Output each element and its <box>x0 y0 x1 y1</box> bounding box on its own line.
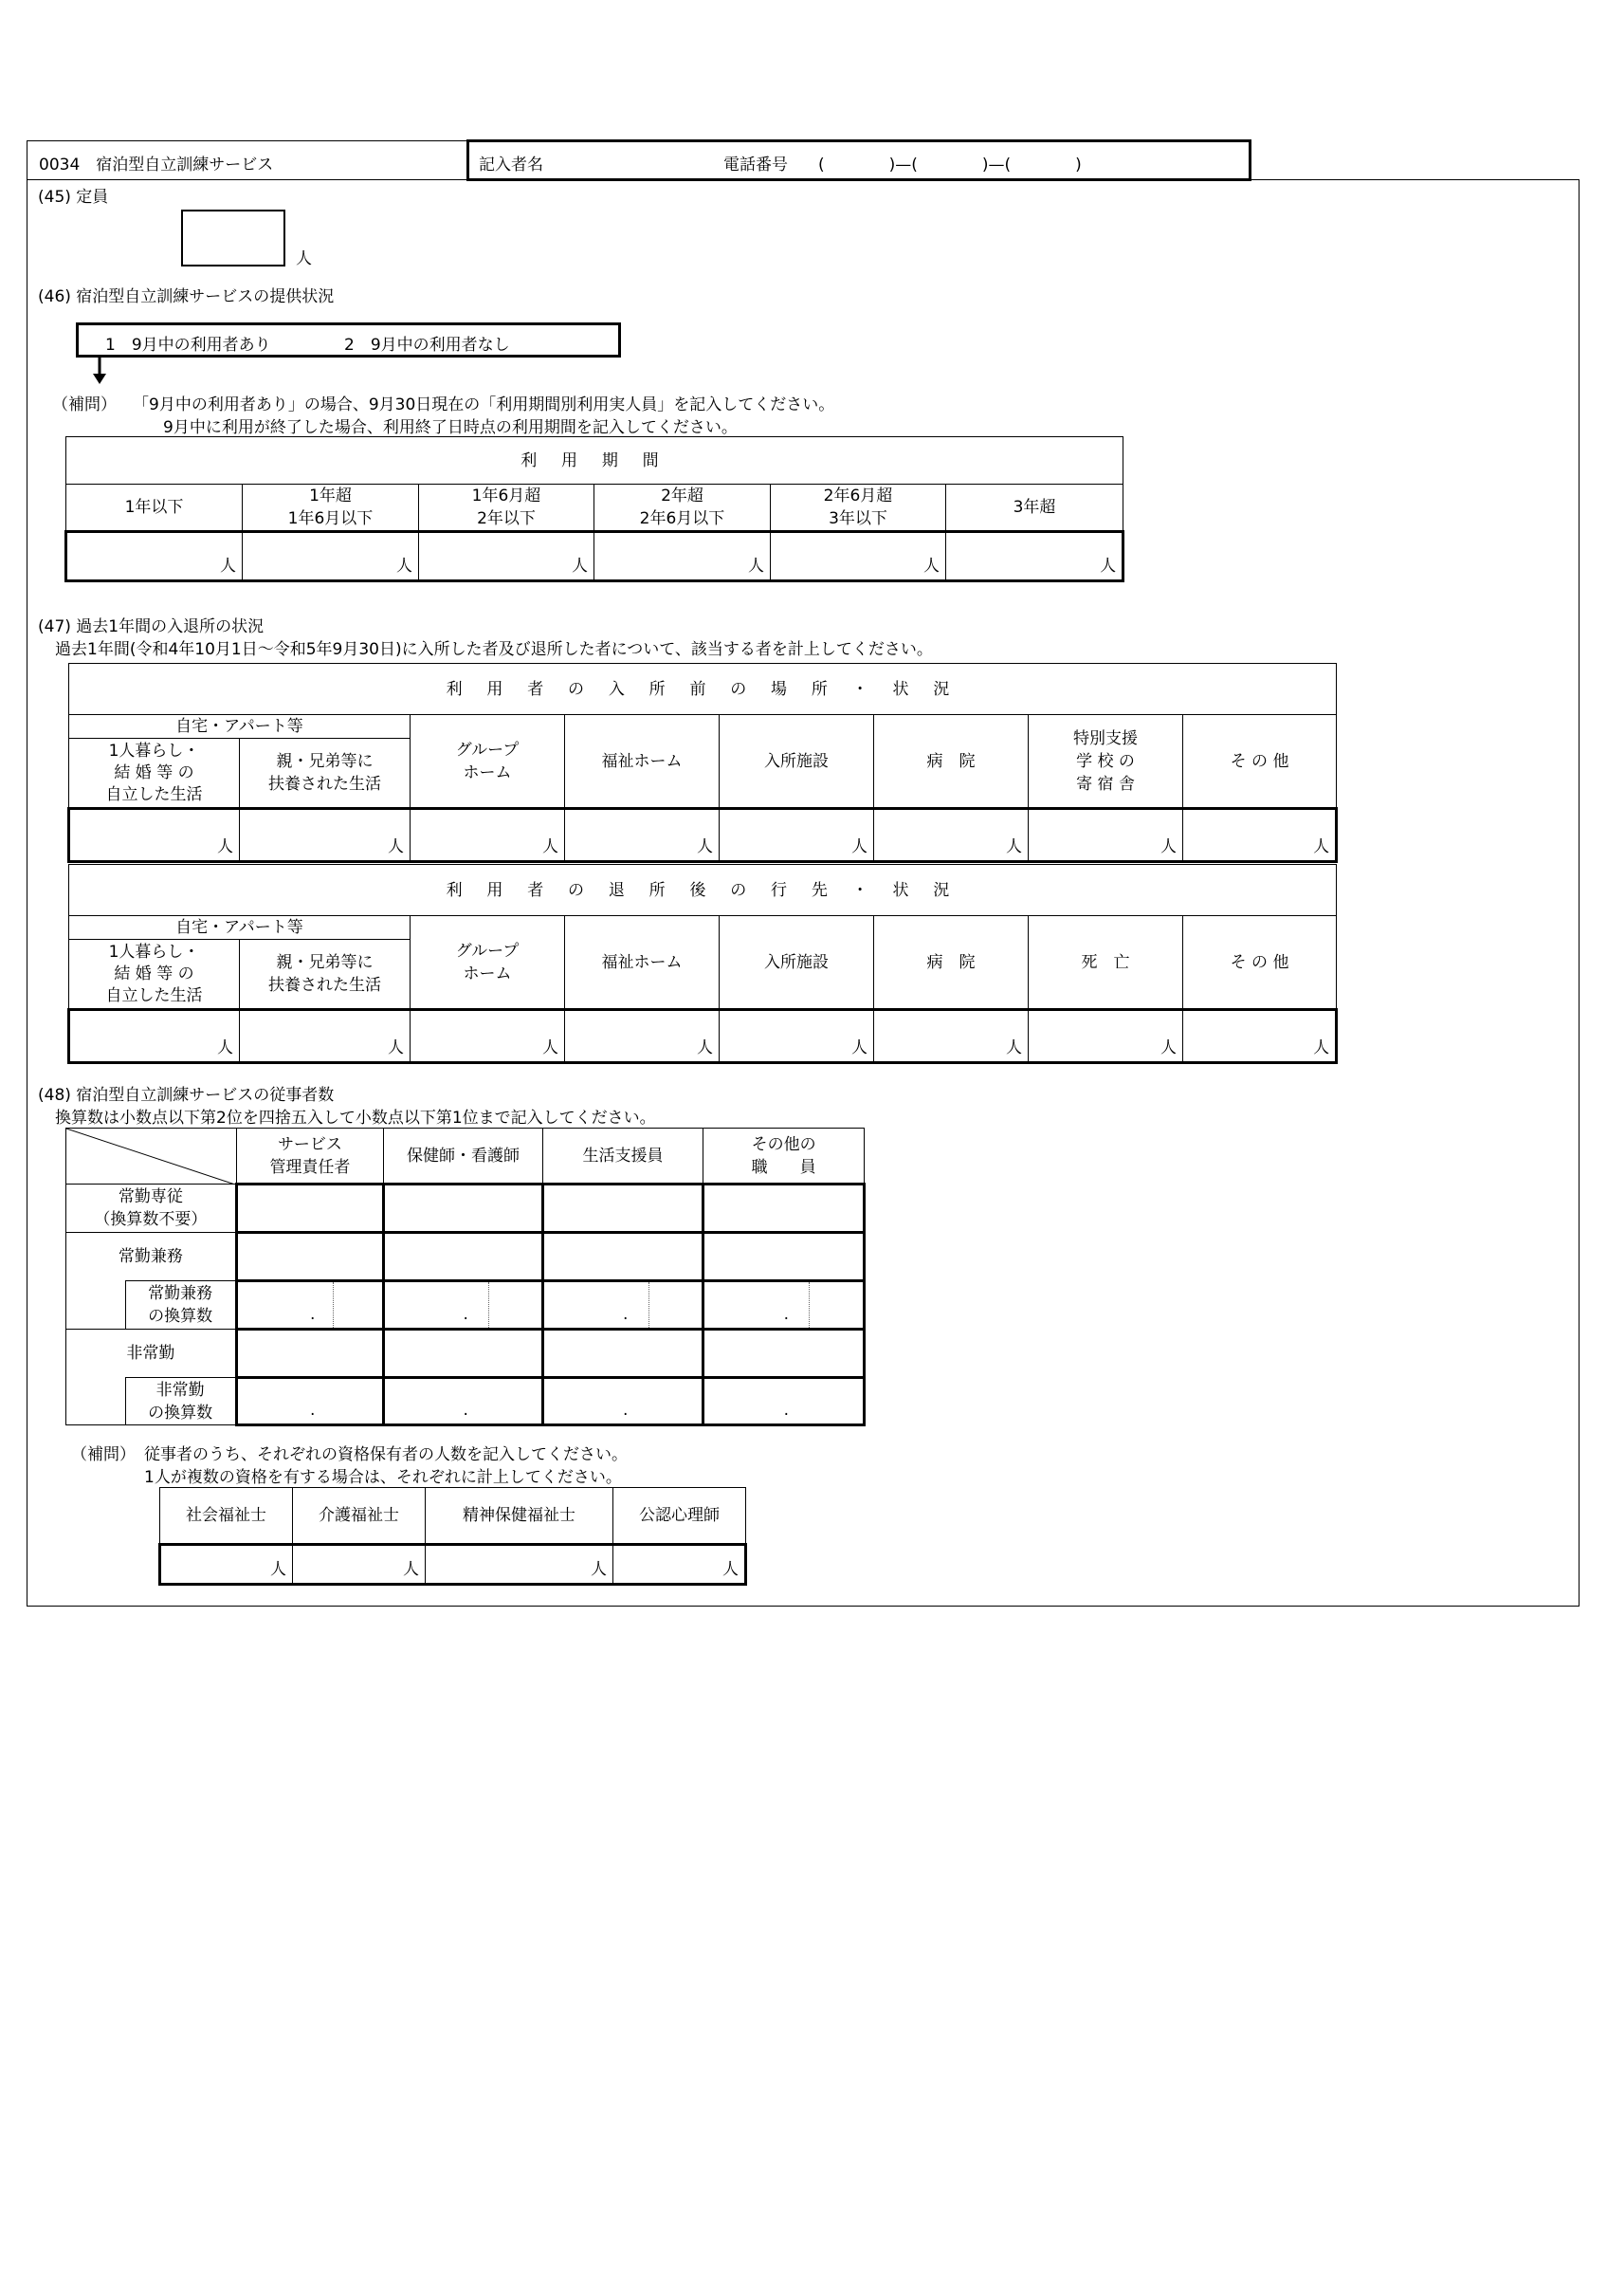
before-input[interactable]: 人 <box>565 809 720 862</box>
q46-note-line2: 9月中に利用が終了した場合、利用終了日時点の利用期間を記入してください。 <box>163 418 738 437</box>
staff-input[interactable] <box>703 1185 865 1233</box>
row-full-concurrent: 常勤兼務 <box>66 1233 237 1281</box>
choice-option-1[interactable]: 1 9月中の利用者あり <box>105 336 271 355</box>
staff-input[interactable] <box>236 1330 383 1378</box>
arrow-down-icon <box>91 357 110 385</box>
staff-input[interactable] <box>703 1330 865 1378</box>
staff-col: その他の 職 員 <box>703 1129 865 1185</box>
before-input[interactable]: 人 <box>1183 809 1337 862</box>
staff-col: 生活支援員 <box>542 1129 703 1185</box>
capacity-input[interactable] <box>181 210 285 266</box>
q48-sub-note-label: （補問） <box>71 1445 136 1464</box>
staff-input[interactable] <box>542 1330 703 1378</box>
before-input[interactable]: 人 <box>411 809 565 862</box>
after-col: 病 院 <box>874 916 1029 1010</box>
staff-col: サービス 管理責任者 <box>236 1129 383 1185</box>
period-col: 2年超 2年6月以下 <box>594 485 771 532</box>
period-input[interactable]: 人 <box>243 532 419 581</box>
qualification-col: 精神保健福祉士 <box>426 1488 613 1545</box>
period-col: 1年超 1年6月以下 <box>243 485 419 532</box>
staff-input[interactable] <box>542 1185 703 1233</box>
staff-input[interactable] <box>542 1233 703 1281</box>
row-indent <box>66 1378 126 1425</box>
staff-conv-input[interactable] <box>384 1281 543 1330</box>
q47-note: 過去1年間(令和4年10月1日～令和5年9月30日)に入所した者及び退所した者について、該当する者を計上してください。 <box>55 640 933 659</box>
after-col: 死 亡 <box>1029 916 1183 1010</box>
diagonal-corner <box>66 1129 237 1185</box>
q48-sub-note-line2: 1人が複数の資格を有する場合は、それぞれに計上してください。 <box>144 1468 622 1487</box>
q46-note-line1: 「9月中の利用者あり」の場合、9月30日現在の「利用期間別利用実人員」を記入してください。 <box>133 395 835 414</box>
qualification-table <box>158 1487 747 1586</box>
decimal-point: . <box>463 1305 468 1324</box>
qualification-input[interactable]: 人 <box>160 1545 293 1585</box>
home-sub-supported: 親・兄弟等に 扶養された生活 <box>240 739 411 809</box>
decimal-guide <box>648 1282 649 1328</box>
period-input[interactable]: 人 <box>771 532 946 581</box>
after-col: 福祉ホーム <box>565 916 720 1010</box>
home-sub-independent: 1人暮らし・ 結 婚 等 の 自立した生活 <box>69 940 240 1010</box>
period-input[interactable]: 人 <box>419 532 594 581</box>
q46-title: (46) 宿泊型自立訓練サービスの提供状況 <box>38 287 335 306</box>
staff-conv-input[interactable] <box>703 1281 865 1330</box>
after-input[interactable]: 人 <box>874 1010 1029 1063</box>
before-col: 福祉ホーム <box>565 715 720 809</box>
usage-period-table <box>64 436 1124 582</box>
before-col: グループ ホーム <box>411 715 565 809</box>
period-col: 3年超 <box>946 485 1123 532</box>
decimal-point: . <box>463 1401 468 1420</box>
staff-conv-input[interactable] <box>542 1378 703 1425</box>
staff-conv-input[interactable] <box>236 1281 383 1330</box>
home-sub-supported: 親・兄弟等に 扶養された生活 <box>240 940 411 1010</box>
decimal-guide <box>488 1282 489 1328</box>
after-input[interactable]: 人 <box>1183 1010 1337 1063</box>
qualification-col: 社会福祉士 <box>160 1488 293 1545</box>
staff-input[interactable] <box>236 1185 383 1233</box>
staff-input[interactable] <box>703 1233 865 1281</box>
after-input[interactable]: 人 <box>720 1010 874 1063</box>
period-col: 1年以下 <box>66 485 243 532</box>
q48-sub-note-line1: 従事者のうち、それぞれの資格保有者の人数を記入してください。 <box>144 1445 628 1464</box>
staff-conv-input[interactable] <box>703 1378 865 1425</box>
staff-input[interactable] <box>384 1330 543 1378</box>
decimal-point: . <box>783 1305 790 1324</box>
staff-col: 保健師・看護師 <box>384 1129 543 1185</box>
period-input[interactable]: 人 <box>946 532 1123 581</box>
row-indent <box>66 1281 126 1330</box>
period-input[interactable]: 人 <box>66 532 243 581</box>
after-input[interactable]: 人 <box>1029 1010 1183 1063</box>
period-input[interactable]: 人 <box>594 532 771 581</box>
home-group-label: 自宅・アパート等 <box>69 715 411 739</box>
before-col: そ の 他 <box>1183 715 1337 809</box>
before-input[interactable]: 人 <box>720 809 874 862</box>
row-part-time-conv: 非常勤 の換算数 <box>125 1378 236 1425</box>
decimal-guide <box>809 1282 810 1328</box>
choice-option-2[interactable]: 2 9月中の利用者なし <box>344 336 510 355</box>
staff-count-table <box>65 1128 866 1426</box>
decimal-point: . <box>623 1401 629 1420</box>
before-col: 入所施設 <box>720 715 874 809</box>
staff-conv-input[interactable] <box>384 1378 543 1425</box>
after-input[interactable]: 人 <box>565 1010 720 1063</box>
row-full-concurrent-conv: 常勤兼務 の換算数 <box>125 1281 236 1330</box>
after-col: 入所施設 <box>720 916 874 1010</box>
before-col: 病 院 <box>874 715 1029 809</box>
before-header: 利 用 者 の 入 所 前 の 場 所 ・ 状 況 <box>69 664 1337 715</box>
before-input[interactable]: 人 <box>1029 809 1183 862</box>
before-col: 特別支援 学 校 の 寄 宿 舎 <box>1029 715 1183 809</box>
period-header: 利 用 期 間 <box>66 437 1123 485</box>
phone-format: ( )—( )—( ) <box>818 156 1082 174</box>
form-code-title <box>27 140 467 180</box>
decimal-point: . <box>309 1401 316 1420</box>
q47-title: (47) 過去1年間の入退所の状況 <box>38 617 265 636</box>
before-input[interactable]: 人 <box>240 809 411 862</box>
q45-title: (45) 定員 <box>38 188 109 207</box>
qualification-input[interactable]: 人 <box>613 1545 746 1585</box>
row-part-time: 非常勤 <box>66 1330 237 1378</box>
usage-choice-box[interactable] <box>76 322 621 358</box>
diagonal-line-icon <box>66 1129 235 1185</box>
period-col: 1年6月超 2年以下 <box>419 485 594 532</box>
qualification-col: 介護福祉士 <box>293 1488 426 1545</box>
staff-input[interactable] <box>384 1185 543 1233</box>
qualification-input[interactable]: 人 <box>293 1545 426 1585</box>
form-code-title-text: 0034 宿泊型自立訓練サービス <box>39 156 274 174</box>
decimal-point: . <box>783 1401 790 1420</box>
writer-name-label: 記入者名 <box>479 156 543 174</box>
after-input[interactable]: 人 <box>240 1010 411 1063</box>
after-input[interactable]: 人 <box>69 1010 240 1063</box>
q48-title: (48) 宿泊型自立訓練サービスの従事者数 <box>38 1086 335 1105</box>
home-group-label: 自宅・アパート等 <box>69 916 411 940</box>
decimal-point: . <box>623 1305 629 1324</box>
before-input[interactable]: 人 <box>874 809 1029 862</box>
decimal-guide <box>333 1282 334 1328</box>
staff-input[interactable] <box>236 1233 383 1281</box>
qualification-input[interactable]: 人 <box>426 1545 613 1585</box>
decimal-point: . <box>309 1305 316 1324</box>
phone-label: 電話番号 <box>723 156 788 174</box>
row-full-dedicated: 常勤専従 （換算数不要） <box>66 1185 237 1233</box>
staff-input[interactable] <box>384 1233 543 1281</box>
staff-conv-input[interactable] <box>542 1281 703 1330</box>
admission-before-table <box>67 663 1338 863</box>
qualification-col: 公認心理師 <box>613 1488 746 1545</box>
after-col: そ の 他 <box>1183 916 1337 1010</box>
discharge-after-table <box>67 864 1338 1064</box>
home-sub-independent: 1人暮らし・ 結 婚 等 の 自立した生活 <box>69 739 240 809</box>
staff-conv-input[interactable] <box>236 1378 383 1425</box>
after-col: グループ ホーム <box>411 916 565 1010</box>
after-header: 利 用 者 の 退 所 後 の 行 先 ・ 状 況 <box>69 865 1337 916</box>
writer-info-box <box>466 139 1251 181</box>
before-input[interactable]: 人 <box>69 809 240 862</box>
period-col: 2年6月超 3年以下 <box>771 485 946 532</box>
q46-note-label: （補問） <box>52 395 117 414</box>
after-input[interactable]: 人 <box>411 1010 565 1063</box>
capacity-unit: 人 <box>296 249 312 268</box>
q48-note: 換算数は小数点以下第2位を四捨五入して小数点以下第1位まで記入してください。 <box>55 1109 656 1128</box>
